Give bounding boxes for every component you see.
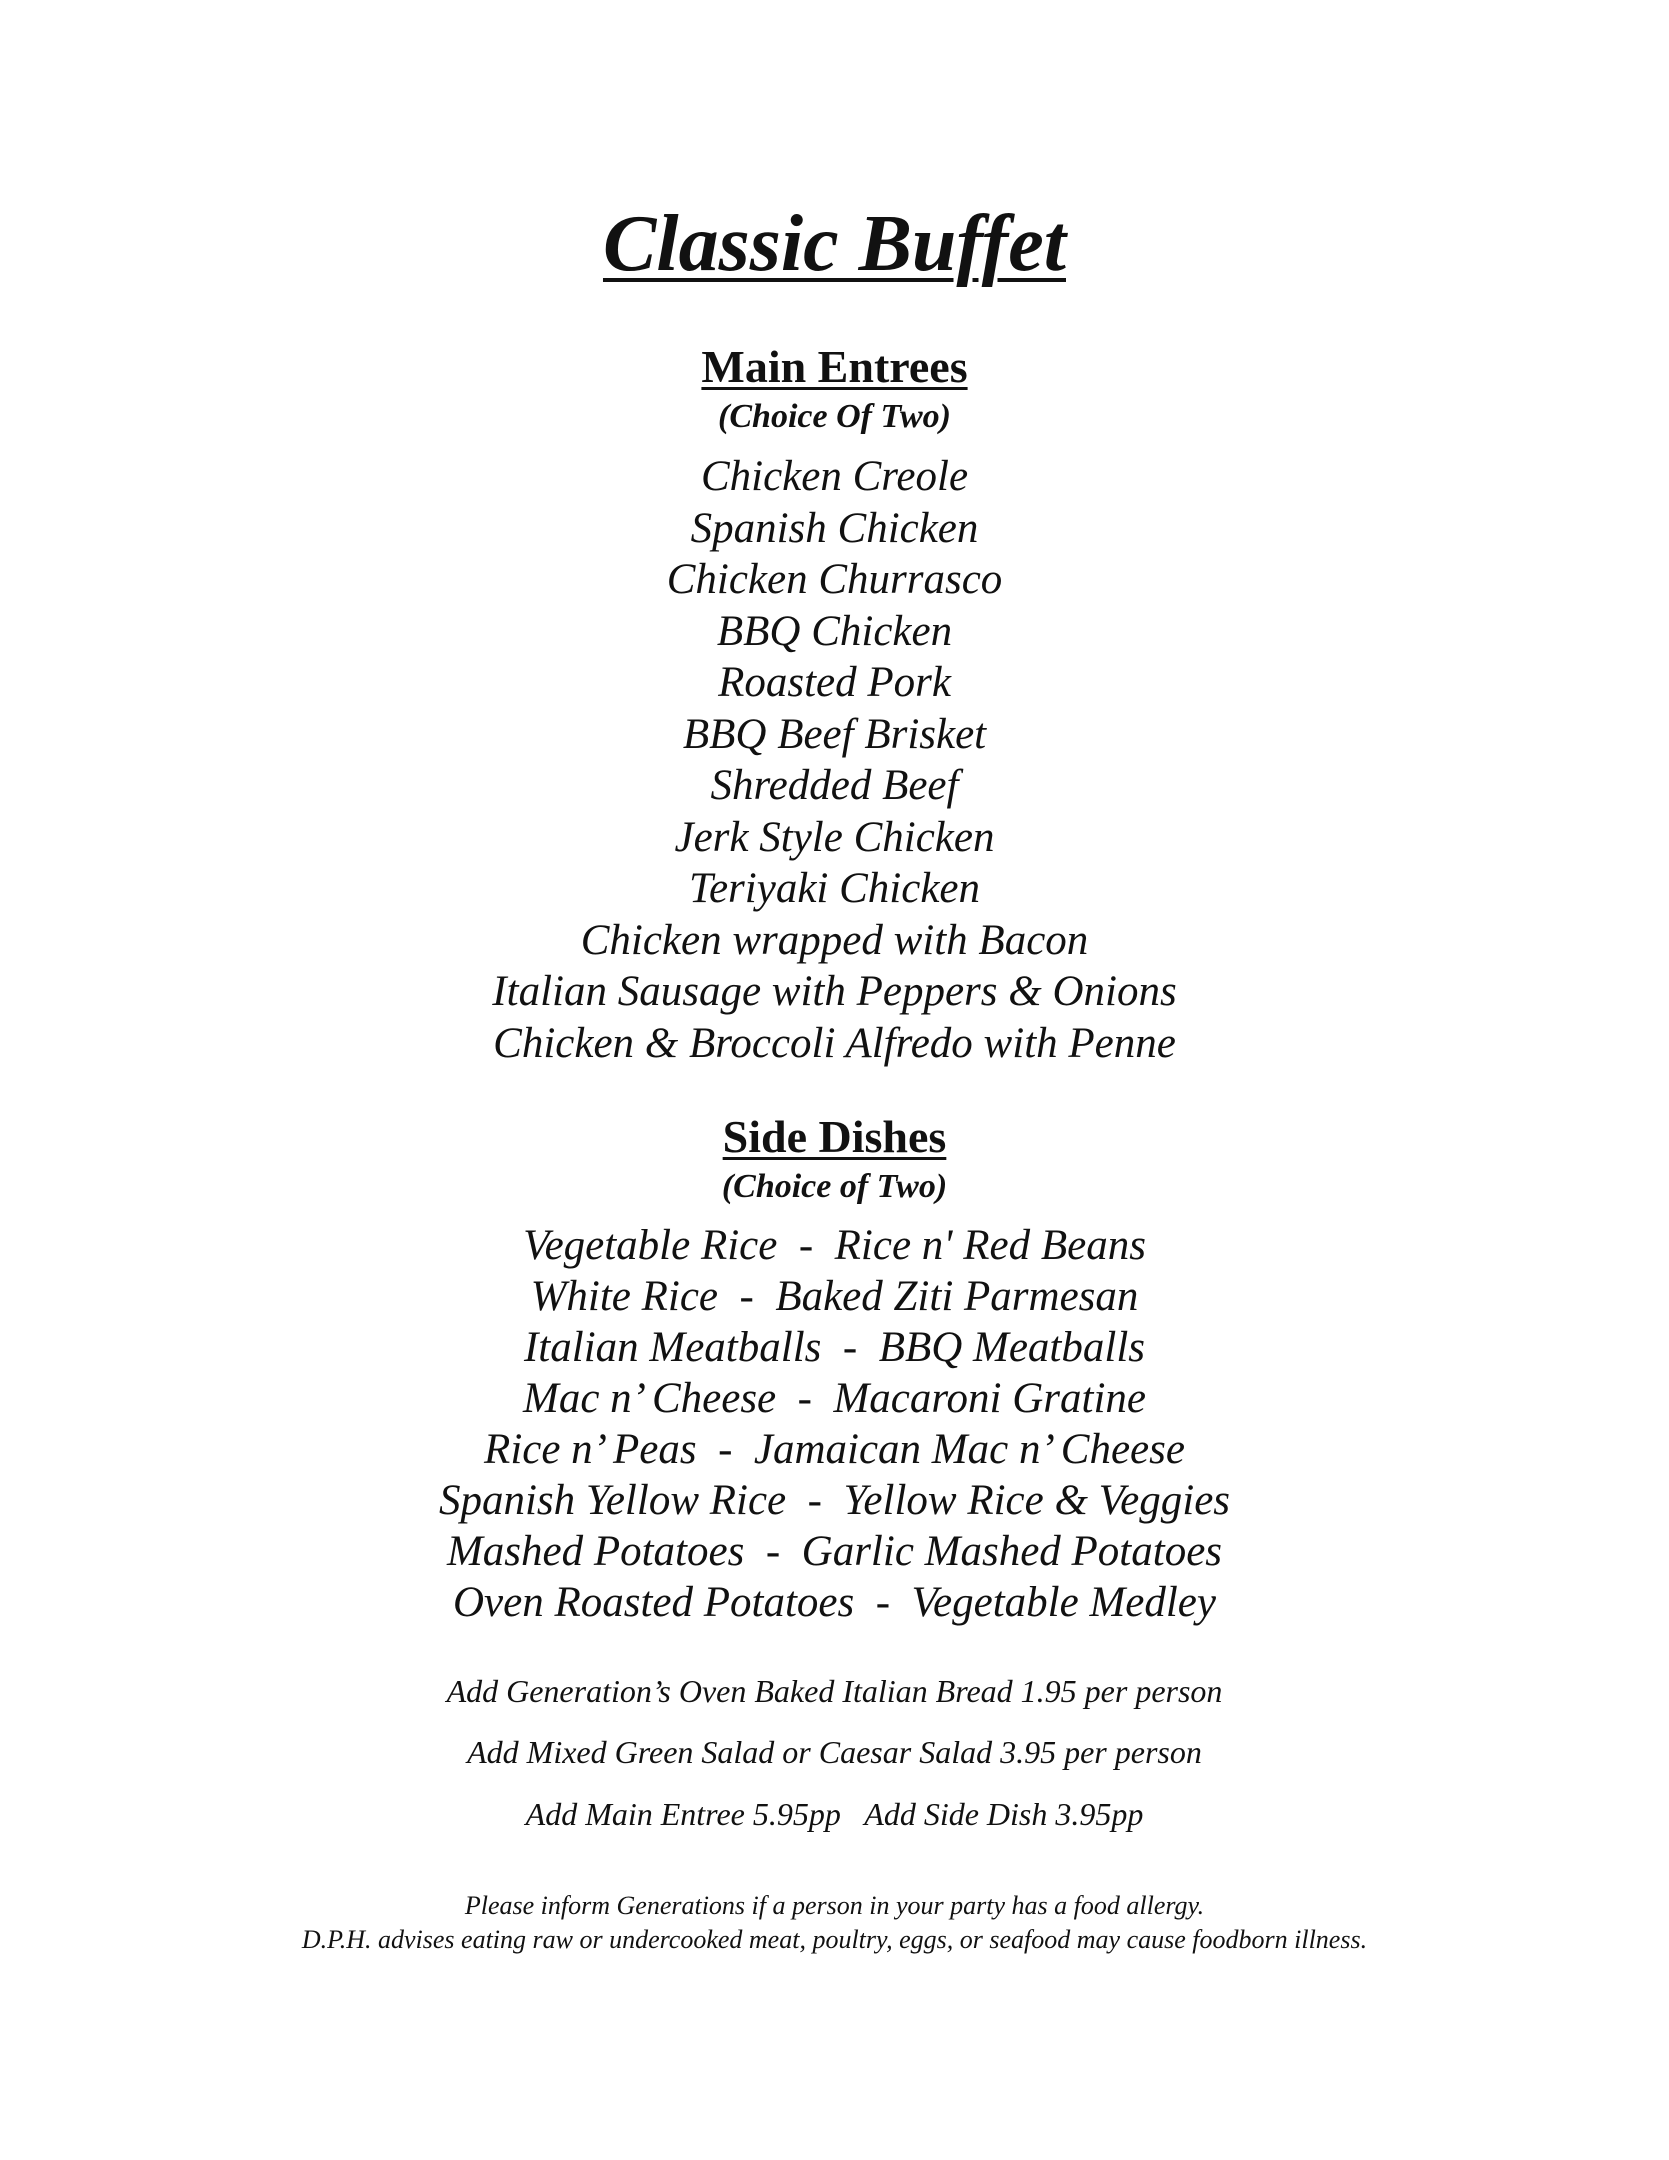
list-item: Chicken wrapped with Bacon [580, 916, 1089, 964]
list-item: BBQ Chicken [716, 607, 953, 655]
side-dishes-list [0, 1220, 1669, 1628]
main-entrees-heading: Main Entrees [701, 341, 968, 392]
menu-title: Classic Buffet [602, 200, 1066, 288]
list-item: Mashed Potatoes - Garlic Mashed Potatoes [446, 1528, 1223, 1575]
side-dishes-subheading: (Choice of Two) [721, 1168, 948, 1205]
list-item: White Rice - Baked Ziti Parmesan [530, 1273, 1139, 1320]
list-item: Roasted Pork [718, 659, 951, 706]
main-entrees-list [0, 451, 1669, 1069]
list-item: Mac n’ Cheese - Macaroni Gratine [523, 1375, 1146, 1422]
list-item: Italian Sausage with Peppers & Onions [492, 968, 1177, 1015]
allergy-notice: Please inform Generations if a person in your party has a food allergy. [464, 1891, 1205, 1920]
list-item: Jerk Style Chicken [674, 813, 995, 861]
list-item: Oven Roasted Potatoes - Vegetable Medley [453, 1579, 1216, 1626]
list-item: Chicken & Broccoli Alfredo with Penne [493, 1019, 1176, 1067]
list-item: BBQ Beef Brisket [682, 710, 987, 758]
list-item: Shredded Beef [710, 762, 959, 809]
list-item: Italian Meatballs - BBQ Meatballs [523, 1324, 1146, 1371]
list-item: Chicken Churrasco [666, 556, 1003, 603]
list-item: Teriyaki Chicken [689, 865, 980, 912]
list-item: Spanish Chicken [690, 504, 979, 552]
main-entrees-subheading: (Choice Of Two) [718, 398, 951, 435]
side-dishes-heading: Side Dishes [722, 1111, 947, 1162]
list-item: Rice n’ Peas - Jamaican Mac n’ Cheese [484, 1426, 1185, 1473]
dph-notice: D.P.H. advises eating raw or undercooked meat, poultry, eggs, or seafood may cause foodborn illness. [301, 1925, 1368, 1954]
addon-bread: Add Generation’s Oven Baked Italian Bread 1.95 per person [446, 1673, 1223, 1709]
addon-extra: Add Main Entree 5.95pp Add Side Dish 3.95pp [525, 1796, 1144, 1832]
list-item: Spanish Yellow Rice - Yellow Rice & Veggies [438, 1477, 1231, 1524]
list-item: Vegetable Rice - Rice n' Red Beans [523, 1222, 1146, 1269]
addon-salad: Add Mixed Green Salad or Caesar Salad 3.95 per person [467, 1734, 1202, 1770]
list-item: Chicken Creole [700, 453, 969, 500]
